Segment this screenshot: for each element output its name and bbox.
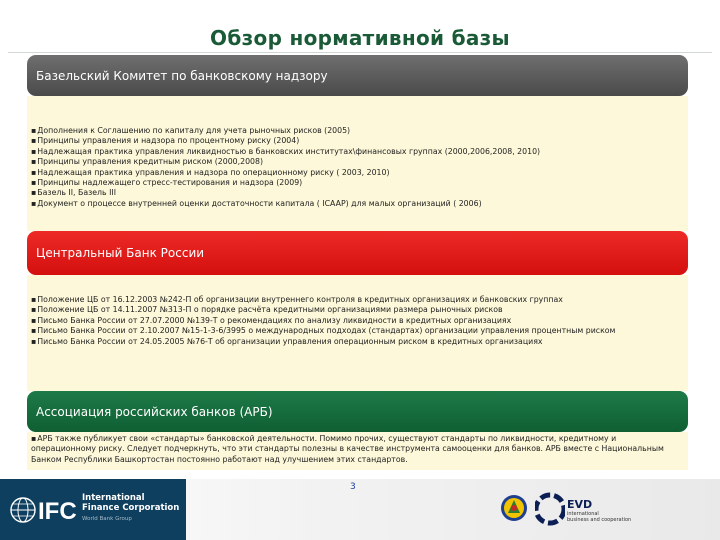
list-item: ▪ Письмо Банка России от 24.05.2005 №76-Т об организации управления операционным риском в кредитных организациях bbox=[31, 337, 683, 347]
cbr-heading-band bbox=[27, 231, 688, 275]
basel-list bbox=[31, 126, 683, 209]
list-item: ▪ Дополнения к Соглашению по капиталу для учета рыночных рисков (2005) bbox=[31, 126, 683, 136]
arb-paragraph: ▪ АРБ также публикует свои «стандарты» банковской деятельности. Помимо прочих, существуют стандарты по ликвидности, кредитному и операционному риску. Следует подчеркнуть, что эти стандарты полезны в качестве инструмента самооценки для банков. АРБ вместе с Национальным Банком Республики Башкортостан постоянно работают над улучшением этих стандартов. bbox=[31, 434, 671, 465]
evd-sub-2: business and cooperation bbox=[567, 517, 632, 523]
ifc-globe-logo-icon bbox=[10, 494, 80, 526]
list-item: ▪ Письмо Банка России от 2.10.2007 №15-1-3-6/3995 о международных подходах (стандартах) организации управления процентным риском bbox=[31, 326, 683, 336]
list-item: ▪ Надлежащая практика управления и надзора по операционному риску ( 2003, 2010) bbox=[31, 168, 683, 178]
ifc-group-label: World Bank Group bbox=[82, 516, 132, 522]
ifc-name-line-1: International bbox=[82, 493, 145, 503]
list-item: ▪ Документ о процессе внутренней оценки достаточности капитала ( ICAAP) для малых организаций ( 2006) bbox=[31, 199, 683, 209]
ifc-mark: IFC bbox=[38, 498, 77, 525]
list-item: ▪ Принципы надлежащего стресс-тестирования и надзора (2009) bbox=[31, 178, 683, 188]
arb-heading: Ассоциация российских банков (АРБ) bbox=[36, 404, 273, 419]
arb-heading-band bbox=[27, 391, 688, 432]
evd-logo-icon bbox=[535, 492, 565, 526]
bashkortostan-emblem-icon bbox=[500, 491, 528, 525]
evd-name: EVD bbox=[567, 498, 593, 511]
list-item: ▪ Надлежащая практика управления ликвидностью в банковских институтах\финансовых группах (2000,2006,2008, 2010) bbox=[31, 147, 683, 157]
evd-sub-1: international bbox=[567, 511, 599, 517]
list-item: ▪ Принципы управления и надзора по процентному риску (2004) bbox=[31, 136, 683, 146]
page-number: 3 bbox=[350, 482, 356, 492]
ifc-name-line-2: Finance Corporation bbox=[82, 502, 180, 513]
basel-heading: Базельский Комитет по банковскому надзору bbox=[36, 68, 328, 83]
cbr-heading: Центральный Банк России bbox=[36, 246, 205, 260]
list-item: ▪ Положение ЦБ от 14.11.2007 №313-П о порядке расчёта кредитными организациями размера рыночных рисков bbox=[31, 305, 683, 315]
list-item: ▪ Принципы управления кредитным риском (2000,2008) bbox=[31, 157, 683, 167]
ifc-name bbox=[82, 494, 182, 525]
page-title: Обзор нормативной базы bbox=[210, 26, 510, 50]
list-item: ▪ Положение ЦБ от 16.12.2003 №242-П об организации внутреннего контроля в кредитных организациях и банковских группах bbox=[31, 295, 683, 305]
cbr-list bbox=[31, 295, 683, 347]
list-item: ▪ Письмо Банка России от 27.07.2000 №139-Т о рекомендациях по анализу ликвидности в кредитных организациях bbox=[31, 316, 683, 326]
evd-label bbox=[567, 498, 631, 523]
list-item: ▪ Базель II, Базель III bbox=[31, 188, 683, 198]
title-divider bbox=[8, 52, 712, 53]
basel-heading-band bbox=[27, 55, 688, 96]
